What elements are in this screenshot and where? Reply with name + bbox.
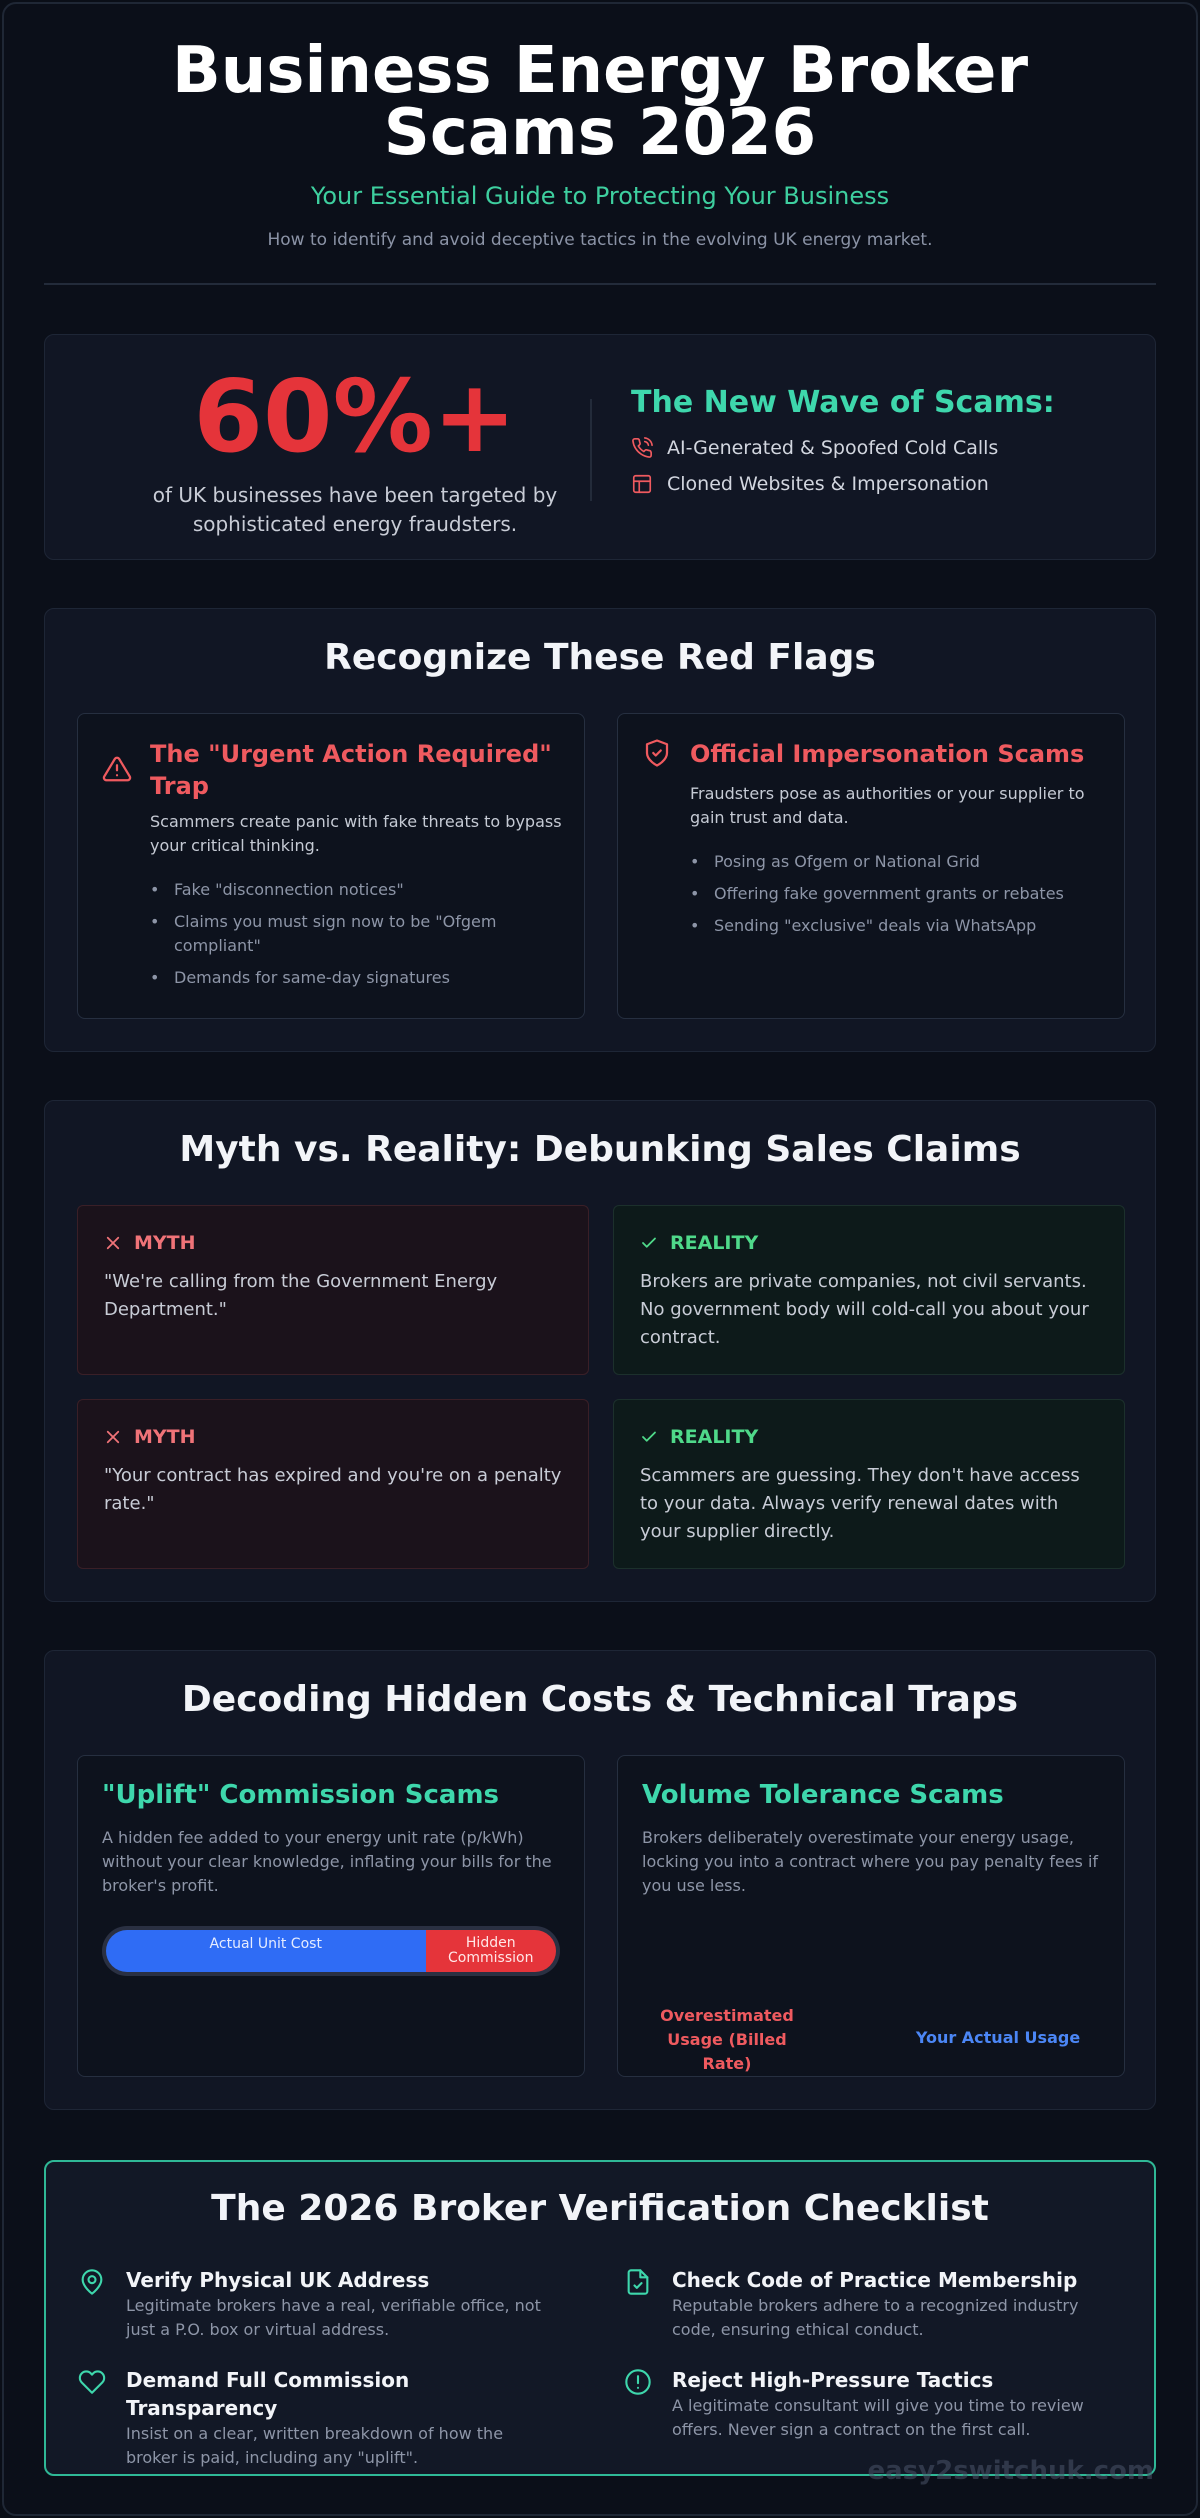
location-pin-icon <box>78 2268 106 2296</box>
checklist-item <box>78 2266 548 2342</box>
scam-wave-title: The New Wave of Scams: <box>631 385 1055 420</box>
check-icon <box>640 1234 658 1252</box>
list-item: • Claims you must sign now to be "Ofgem compliant" <box>150 910 570 958</box>
myth-label-row <box>104 1426 196 1448</box>
shield-icon <box>642 738 672 768</box>
stat-value: 60%+ <box>193 358 517 475</box>
myth-label-row <box>104 1232 196 1254</box>
stat-card <box>44 334 1156 560</box>
phone-icon <box>631 437 653 459</box>
checklist-item-description: Legitimate brokers have a real, verifiable office, not just a P.O. box or virtual address. <box>126 2296 541 2339</box>
myth-label: MYTH <box>134 1426 196 1448</box>
scam-wave-item <box>631 473 1131 495</box>
list-item: • Offering fake government grants or rebates <box>690 882 1110 906</box>
reality-text: Brokers are private companies, not civil servants. No government body will cold-call you about your contract. <box>640 1271 1089 1348</box>
red-flags-title: Recognize These Red Flags <box>324 637 876 678</box>
uplift-description: A hidden fee added to your energy unit rate (p/kWh) without your clear knowledge, inflating your bills for the broker's profit. <box>102 1828 552 1895</box>
close-icon <box>104 1234 122 1252</box>
list-item: • Demands for same-day signatures <box>150 966 570 990</box>
warning-icon <box>102 754 132 784</box>
list-item: • Posing as Ofgem or National Grid <box>690 850 1110 874</box>
header-divider <box>44 283 1156 285</box>
checklist-item-description: A legitimate consultant will give you time to review offers. Never sign a contract on the first call. <box>672 2396 1084 2439</box>
scam-wave-block <box>631 383 1131 495</box>
myth-text: "We're calling from the Government Energy Department." <box>104 1271 498 1320</box>
scam-wave-label: AI-Generated & Spoofed Cold Calls <box>667 437 999 459</box>
hidden-costs-title: Decoding Hidden Costs & Technical Traps <box>181 1679 1019 1720</box>
hidden-costs-section <box>44 1650 1156 2110</box>
close-icon <box>104 1428 122 1446</box>
check-icon <box>640 1428 658 1446</box>
checklist-item-description: Reputable brokers adhere to a recognized industry code, ensuring ethical conduct. <box>672 2296 1079 2339</box>
volume-title: Volume Tolerance Scams <box>642 1780 1004 1810</box>
alert-circle-icon <box>624 2368 652 2396</box>
list-item: • Sending "exclusive" deals via WhatsApp <box>690 914 1110 938</box>
document-check-icon <box>624 2268 652 2296</box>
uplift-card <box>77 1755 585 2077</box>
checklist-title: The 2026 Broker Verification Checklist <box>211 2188 989 2229</box>
stat-divider <box>590 399 592 501</box>
checklist-item <box>624 2366 1094 2442</box>
checklist-item-title: Verify Physical UK Address <box>126 2268 430 2292</box>
volume-card <box>617 1755 1125 2077</box>
uplift-cost-bar <box>102 1926 560 1976</box>
stat-block <box>85 358 625 539</box>
actual-unit-cost-segment: Actual Unit Cost <box>106 1930 426 1972</box>
site-watermark: easy2switchuk.com <box>867 2456 1154 2486</box>
checklist-item-title: Check Code of Practice Membership <box>672 2268 1078 2292</box>
reality-label-row <box>640 1232 758 1254</box>
red-flag-title: Official Impersonation Scams <box>690 740 1085 768</box>
myth-text: "Your contract has expired and you're on a penalty rate." <box>104 1465 562 1514</box>
heart-icon <box>78 2368 106 2396</box>
red-flag-description: Scammers create panic with fake threats to bypass your critical thinking. <box>150 812 562 855</box>
myth-reality-section <box>44 1100 1156 1602</box>
red-flag-title: The "Urgent Action Required" Trap <box>150 740 552 800</box>
myth-card <box>77 1399 589 1569</box>
red-flag-list <box>150 878 570 998</box>
reality-label: REALITY <box>670 1426 759 1448</box>
myth-label: MYTH <box>134 1232 196 1254</box>
checklist-item <box>78 2366 548 2470</box>
myth-reality-title: Myth vs. Reality: Debunking Sales Claims <box>179 1129 1021 1170</box>
checklist-item <box>624 2266 1094 2342</box>
reality-label: REALITY <box>670 1232 759 1254</box>
volume-description: Brokers deliberately overestimate your energy usage, locking you into a contract where you pay penalty fees if you use less. <box>642 1828 1099 1895</box>
checklist-item-description: Insist on a clear, written breakdown of how the broker is paid, including any "uplift". <box>126 2424 504 2467</box>
overestimated-usage-label: Overestimated Usage (Billed Rate) <box>660 2006 794 2073</box>
red-flag-card <box>617 713 1125 1019</box>
reality-label-row <box>640 1426 758 1448</box>
reality-text: Scammers are guessing. They don't have access to your data. Always verify renewal dates with your supplier directly. <box>640 1465 1080 1542</box>
red-flag-card <box>77 713 585 1019</box>
page-header <box>0 34 1200 250</box>
hidden-commission-segment: Hidden Commission <box>426 1930 557 1972</box>
list-item: • Fake "disconnection notices" <box>150 878 570 902</box>
actual-usage-label: Your Actual Usage <box>915 2028 1081 2047</box>
myth-card <box>77 1205 589 1375</box>
page-tagline: How to identify and avoid deceptive tactics in the evolving UK energy market. <box>267 230 933 250</box>
checklist-item-title: Demand Full Commission Transparency <box>126 2368 410 2420</box>
stat-description: of UK businesses have been targeted by sophisticated energy fraudsters. <box>152 483 558 536</box>
scam-wave-item <box>631 437 1131 459</box>
reality-card <box>613 1205 1125 1375</box>
red-flags-section <box>44 608 1156 1052</box>
uplift-title: "Uplift" Commission Scams <box>102 1780 500 1810</box>
checklist-item-title: Reject High-Pressure Tactics <box>672 2368 994 2392</box>
page-subtitle: Your Essential Guide to Protecting Your Business <box>310 182 890 210</box>
scam-wave-label: Cloned Websites & Impersonation <box>667 473 989 495</box>
verification-checklist <box>44 2160 1156 2476</box>
page-title: Business Energy Broker Scams 2026 <box>172 34 1028 170</box>
red-flag-description: Fraudsters pose as authorities or your supplier to gain trust and data. <box>690 784 1085 827</box>
website-icon <box>631 473 653 495</box>
red-flag-list <box>690 850 1110 946</box>
reality-card <box>613 1399 1125 1569</box>
